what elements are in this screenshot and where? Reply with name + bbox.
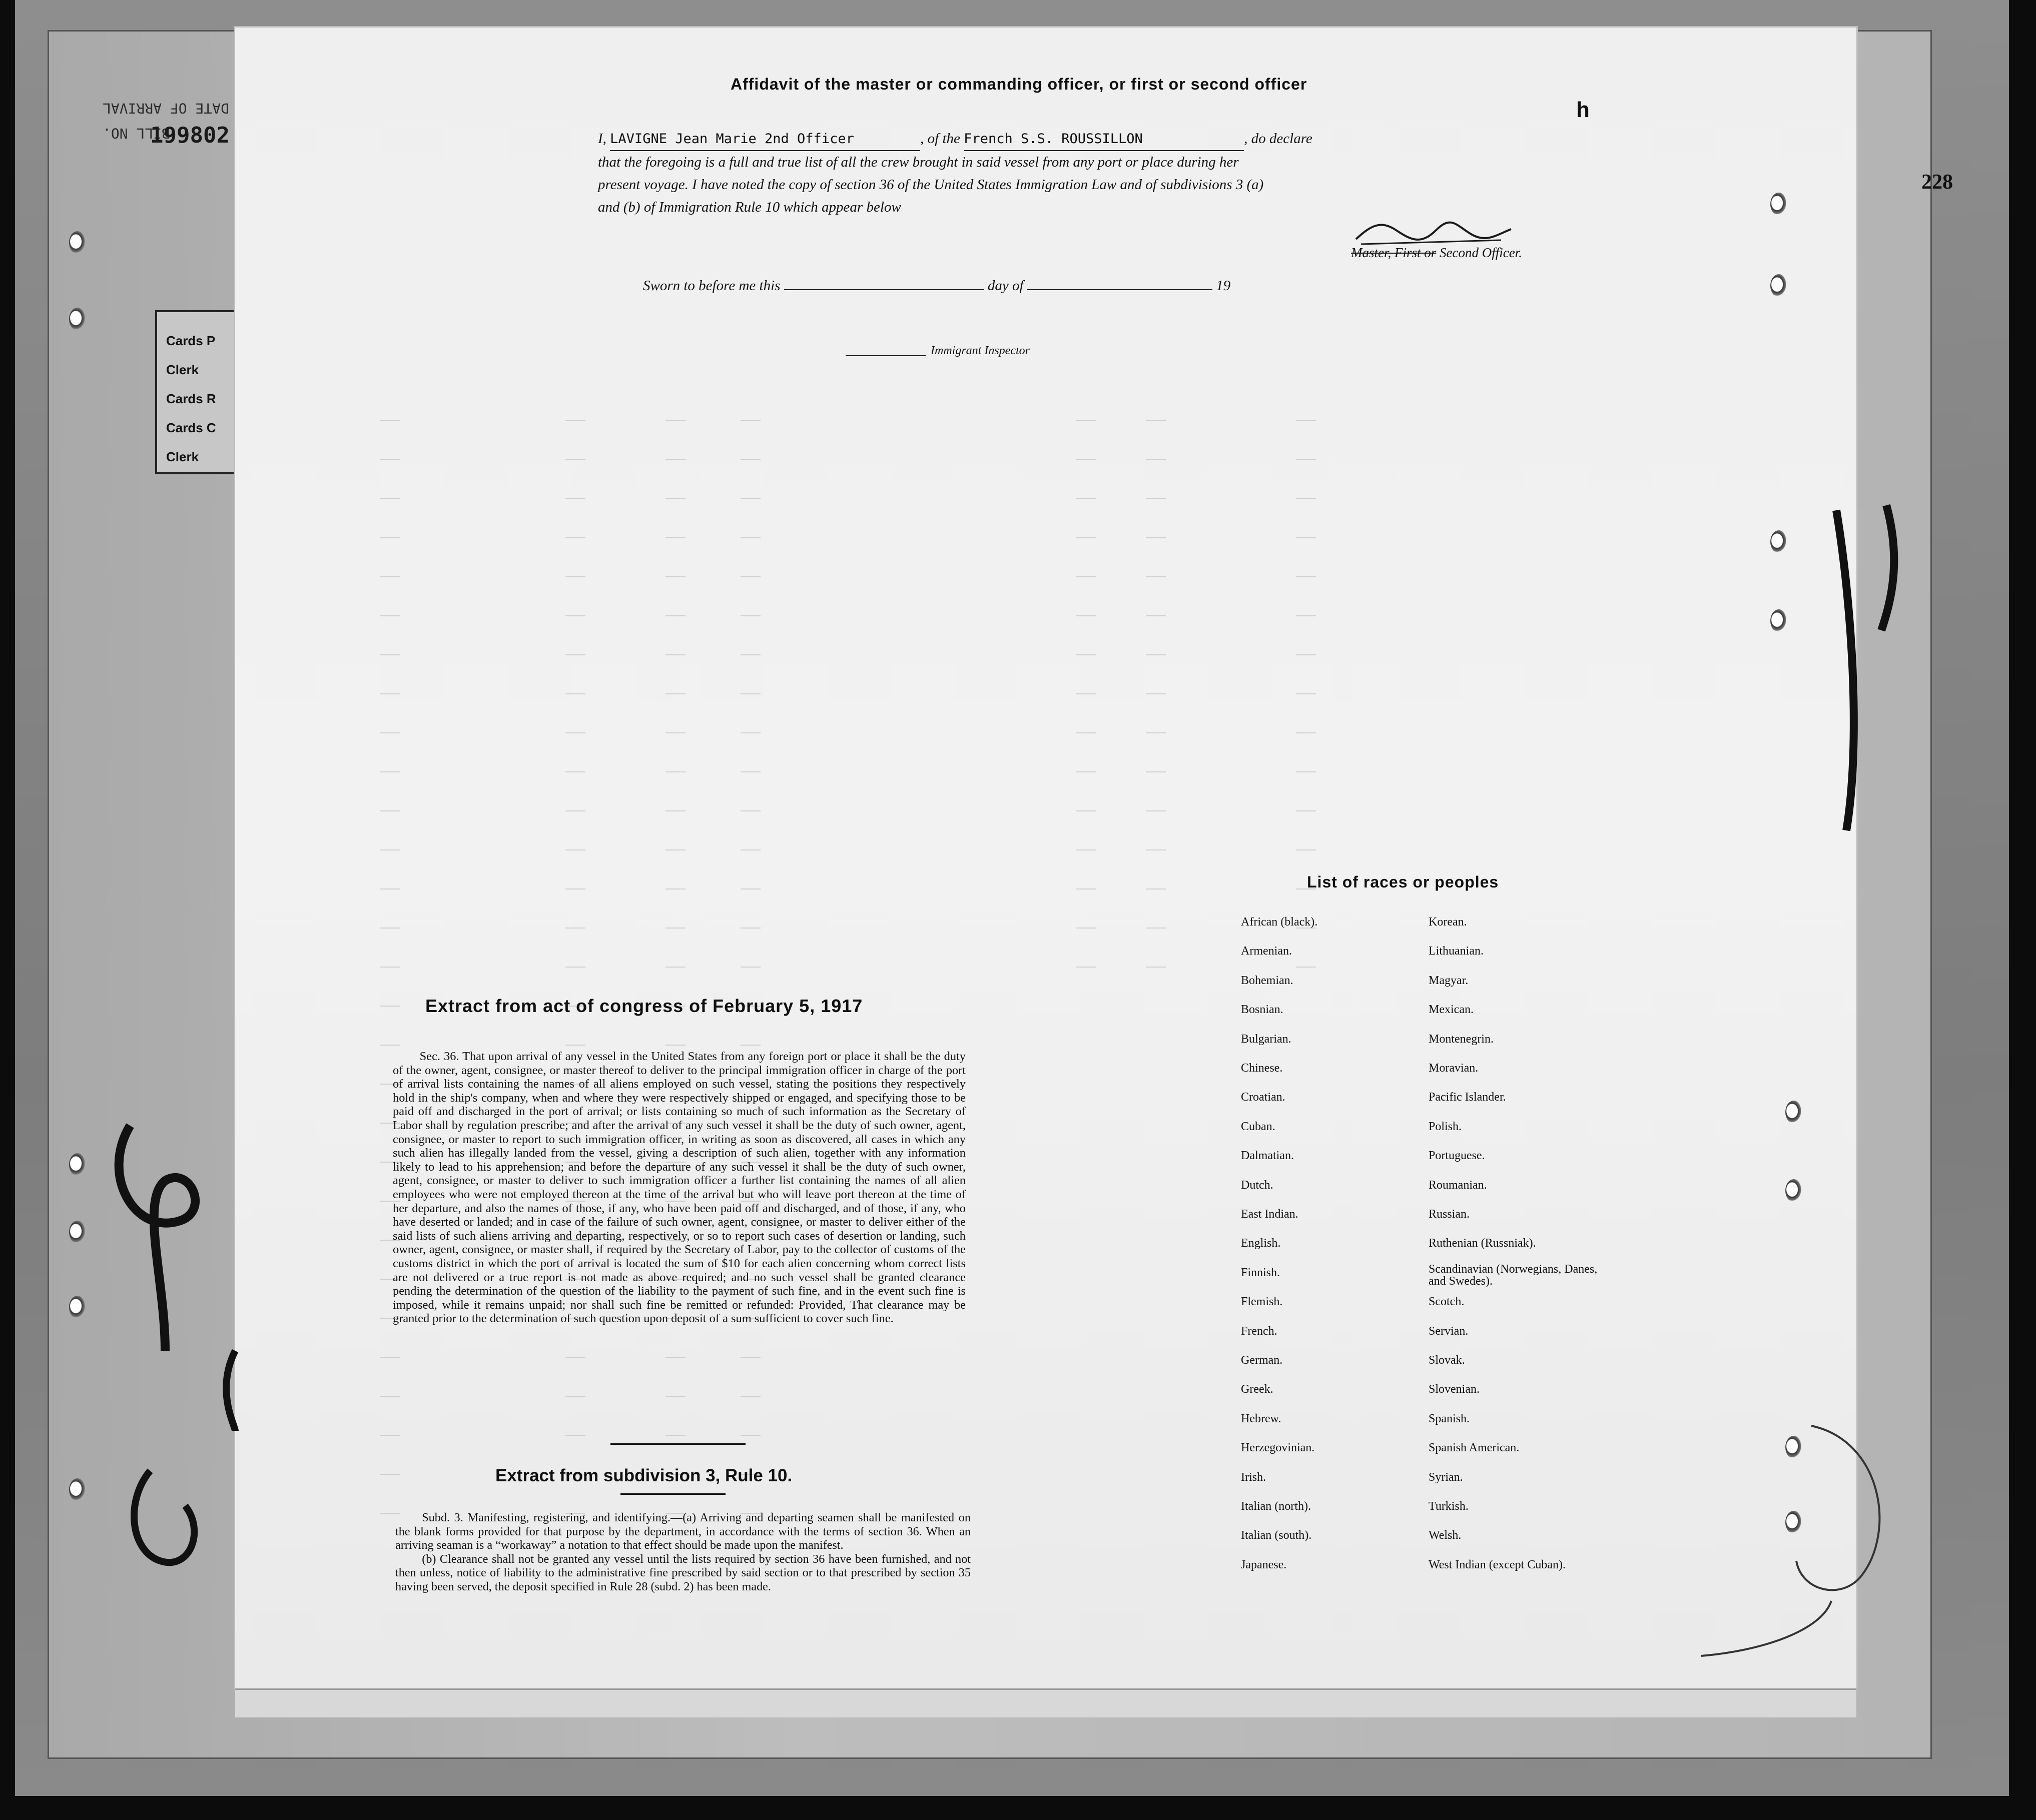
binder-hole [1770, 530, 1787, 553]
bleed-through-dash [665, 615, 686, 616]
race-item: Cuban. [1241, 1120, 1275, 1133]
bleed-through-dash [1296, 537, 1316, 538]
bleed-through-dash [1076, 928, 1096, 929]
binder-hole [1785, 1511, 1802, 1534]
bleed-through-dash [380, 967, 400, 968]
bleed-through-dash [1146, 576, 1166, 577]
bleed-through-dash [1076, 576, 1096, 577]
clerk-label: Clerk [166, 449, 199, 464]
bleed-through-dash [1146, 654, 1166, 655]
sworn-day-label: day of [987, 278, 1024, 294]
bleed-through-dash [1296, 771, 1316, 772]
races-title: List of races or peoples [1307, 873, 1499, 891]
bleed-through-dash [665, 928, 686, 929]
signature-role: Second Officer. [1440, 245, 1522, 260]
struck-caption: Master, First or [1351, 245, 1437, 260]
bleed-through-dash [1146, 537, 1166, 538]
race-item: Hebrew. [1241, 1412, 1281, 1425]
bleed-through-dash [741, 693, 761, 694]
signature-caption [1351, 245, 1522, 261]
bleed-through-dash [741, 967, 761, 968]
binder-hole [1770, 609, 1787, 632]
bleed-through-dash [665, 537, 686, 538]
race-item: East Indian. [1241, 1208, 1298, 1221]
divider [610, 1443, 746, 1445]
bleed-through-dash [1146, 888, 1166, 889]
bleed-through-dash [665, 1045, 686, 1046]
bleed-through-dash [380, 810, 400, 811]
bleed-through-dash [1076, 888, 1096, 889]
bleed-through-dash [380, 1357, 400, 1358]
bleed-through-dash [741, 1435, 761, 1436]
section-36-text: Sec. 36. That upon arrival of any vessel in the United States from any foreign port or place it shall be the duty of the owner, agent, consignee, or master thereof to deliver to the principal immigration officer in charge of the port of arrival lists containing the names of all aliens employed on such vessel, stating the positions they respectively hold in the ship's company, when and where they were respectively shipped or engaged, and specifying those to be paid off and discharged in the port of arrival; or lists containing so much of such information as the Secretary of Labor shall by regulation prescribe; and after the arrival of any such vessel it shall be the duty of such owner, agent, consignee, or master to report to such immigration officer, in writing as soon as discovered, all cases in which any such alien has illegally landed from the vessel, giving a description of such alien, together with any information likely to lead to his apprehension; and before the departure of any such vessel it shall be the duty of such owner, agent, consignee, or master to deliver to such immigration officer a further list containing the names of all alien employees who were not employed thereon at the time of the arrival but who will leave port thereon at the time of her departure, and also the names of those, if any, who have been paid off and discharged, and of those, if any, who have deserted or landed; and in case of the failure of such owner, agent, consignee, or master to deliver either of the said lists of such aliens arriving and departing, respectively, or so to report such cases of desertion or landing, such owner, agent, consignee, or master shall, if required by the Secretary of Labor, pay to the collector of customs of the customs district in which the port of arrival is located the sum of $10 for each alien concerning whom correct lists are not delivered or a true report is not made as above required; and no such vessel shall be granted clearance pending the determination of the question of the liability to the payment of such fine, and in the event such fine is imposed, while it remains unpaid; nor shall such fine be remitted or refunded: Provided, That clearance may be granted prior to the determination of such question upon deposit of a sum sufficient to cover such fine. [393, 1050, 966, 1326]
affidavit-line-4: and (b) of Immigration Rule 10 which appear below [598, 199, 901, 215]
bleed-through-dash [741, 888, 761, 889]
bleed-through-dash [565, 888, 585, 889]
bleed-through-dash [1296, 732, 1316, 733]
race-item: Bosnian. [1241, 1003, 1283, 1017]
race-item: Japanese. [1241, 1558, 1287, 1571]
bleed-through-dash [665, 849, 686, 850]
bleed-through-dash [1076, 967, 1096, 968]
sworn-month-field [1027, 289, 1212, 290]
race-item: German. [1241, 1354, 1283, 1367]
race-item: Russian. [1429, 1208, 1470, 1221]
race-item: Mexican. [1429, 1003, 1474, 1017]
bleed-through-dash [741, 771, 761, 772]
cards-label: Cards P [166, 333, 216, 348]
bleed-through-dash [665, 1435, 686, 1436]
subdivision-title: Extract from subdivision 3, Rule 10. [495, 1466, 793, 1485]
affidavit-line-1 [598, 128, 1599, 151]
subdivision-3-text [395, 1511, 971, 1593]
bleed-through-dash [380, 1396, 400, 1397]
bleed-through-dash [565, 654, 585, 655]
bleed-through-dash [741, 928, 761, 929]
bleed-through-dash [1296, 615, 1316, 616]
race-item: Herzegovinian. [1241, 1441, 1315, 1455]
bleed-through-dash [380, 732, 400, 733]
inspector-signature-line [846, 355, 926, 356]
binder-hole [1785, 1179, 1802, 1202]
bleed-through-dash [665, 1357, 686, 1358]
bleed-through-dash [741, 654, 761, 655]
race-item: West Indian (except Cuban). [1429, 1558, 1566, 1571]
race-item: French. [1241, 1324, 1277, 1338]
bleed-through-dash [1146, 810, 1166, 811]
bleed-through-dash [741, 459, 761, 460]
race-item: Flemish. [1241, 1295, 1283, 1309]
race-item: Ruthenian (Russniak). [1429, 1237, 1536, 1250]
bleed-through-dash [565, 420, 585, 421]
binder-hole [69, 1153, 86, 1176]
bleed-through-dash [741, 576, 761, 577]
bleed-through-dash [1296, 849, 1316, 850]
bleed-through-dash [1146, 771, 1166, 772]
bleed-through-dash [565, 576, 585, 577]
race-item: Servian. [1429, 1324, 1469, 1338]
race-item: Turkish. [1429, 1500, 1469, 1513]
bill-number: 199802 [150, 123, 230, 148]
bleed-through-dash [1076, 537, 1096, 538]
affidavit-of-the: , of the [920, 131, 960, 147]
bleed-through-dash [565, 693, 585, 694]
bleed-through-dash [741, 1045, 761, 1046]
race-item: Bohemian. [1241, 974, 1293, 987]
bleed-through-dash [741, 1357, 761, 1358]
bleed-through-dash [665, 967, 686, 968]
bleed-through-dash [1146, 693, 1166, 694]
race-item: Lithuanian. [1429, 945, 1484, 958]
bleed-through-dash [741, 537, 761, 538]
sworn-prefix: Sworn to before me this [643, 278, 781, 294]
bleed-through-dash [380, 576, 400, 577]
bleed-through-dash [1076, 498, 1096, 499]
race-item: Chinese. [1241, 1062, 1283, 1075]
bleed-through-dash [665, 420, 686, 421]
date-of-arrival-stamp: DATE OF ARRIVAL [103, 100, 229, 117]
bleed-through-dash [1076, 654, 1096, 655]
bleed-through-dash [665, 1396, 686, 1397]
bleed-through-dash [665, 654, 686, 655]
bleed-through-dash [380, 1474, 400, 1475]
race-item: Korean. [1429, 916, 1467, 929]
binder-hole [69, 308, 86, 331]
extract-title: Extract from act of congress of February 5, 1917 [425, 996, 863, 1016]
bleed-through-dash [741, 732, 761, 733]
race-item: Spanish. [1429, 1412, 1470, 1425]
race-item: English. [1241, 1237, 1281, 1250]
bleed-through-dash [380, 498, 400, 499]
subdivision-b: (b) Clearance shall not be granted any vessel until the lists required by section 36 have been furnished, and not then unless, notice of liability to the administrative fine prescribed by said section or to that prescribed by section 35 having been served, the deposit specified in Rule 28 (subd. 2) has been made. [395, 1552, 971, 1593]
binder-hole [1785, 1101, 1802, 1124]
race-item: Armenian. [1241, 945, 1292, 958]
bleed-through-dash [380, 1435, 400, 1436]
bleed-through-dash [1146, 967, 1166, 968]
officer-name-field: LAVIGNE Jean Marie 2nd Officer [610, 128, 920, 151]
bleed-through-dash [665, 459, 686, 460]
race-item: Magyar. [1429, 974, 1469, 987]
bleed-through-dash [565, 928, 585, 929]
bleed-through-dash [1076, 615, 1096, 616]
bleed-through-dash [1146, 459, 1166, 460]
cards-label: Cards R [166, 391, 216, 406]
bleed-through-dash [741, 1396, 761, 1397]
race-item: Scotch. [1429, 1295, 1465, 1309]
bleed-through-dash [565, 849, 585, 850]
bleed-through-dash [565, 498, 585, 499]
race-item: African (black). [1241, 916, 1318, 929]
race-item: Roumanian. [1429, 1178, 1487, 1192]
affidavit-line-2: that the foregoing is a full and true list of all the crew brought in said vessel from any port or place during her [598, 154, 1239, 170]
affidavit-title: Affidavit of the master or commanding officer, or first or second officer [731, 75, 1307, 93]
bleed-through-dash [565, 810, 585, 811]
cards-label: Cards C [166, 420, 216, 435]
bleed-through-dash [565, 1045, 585, 1046]
bill-no-stamp: BILL NO. [103, 125, 170, 142]
bleed-through-dash [1076, 732, 1096, 733]
race-item: Montenegrin. [1429, 1032, 1494, 1046]
bleed-through-dash [380, 1045, 400, 1046]
bleed-through-dash [1146, 615, 1166, 616]
bleed-through-dash [565, 1357, 585, 1358]
race-item: Italian (north). [1241, 1500, 1311, 1513]
race-item: Portuguese. [1429, 1149, 1485, 1163]
bleed-through-dash [1296, 576, 1316, 577]
bleed-through-dash [1076, 810, 1096, 811]
clerk-label: Clerk [166, 362, 199, 377]
bleed-through-dash [665, 576, 686, 577]
bleed-through-dash [665, 888, 686, 889]
bleed-through-dash [741, 498, 761, 499]
race-item: Scandinavian (Norwegians, Danes, and Swedes). [1429, 1262, 1598, 1288]
affidavit-page [235, 28, 1856, 1688]
bleed-through-dash [1296, 810, 1316, 811]
race-item: Dutch. [1241, 1178, 1273, 1192]
bleed-through-dash [565, 771, 585, 772]
bleed-through-dash [1076, 849, 1096, 850]
bleed-through-dash [565, 615, 585, 616]
bleed-through-dash [380, 420, 400, 421]
bleed-through-dash [741, 849, 761, 850]
affidavit-line-3: present voyage. I have noted the copy of section 36 of the United States Immigration Law and of subdivisions 3 (a) [598, 177, 1264, 193]
bleed-through-dash [741, 420, 761, 421]
bleed-through-dash [665, 732, 686, 733]
bleed-through-dash [1296, 693, 1316, 694]
race-item: Polish. [1429, 1120, 1462, 1133]
bleed-through-dash [565, 537, 585, 538]
sworn-statement [643, 278, 1230, 294]
bleed-through-dash [1146, 498, 1166, 499]
bleed-through-dash [1296, 420, 1316, 421]
page-number: 228 [1921, 171, 1953, 194]
bleed-through-dash [1296, 498, 1316, 499]
bleed-through-dash [1296, 654, 1316, 655]
handwritten-mark: h [1576, 98, 1590, 122]
bleed-through-dash [565, 967, 585, 968]
bleed-through-dash [741, 615, 761, 616]
race-item: Dalmatian. [1241, 1149, 1294, 1163]
bleed-through-dash [380, 771, 400, 772]
race-item: Irish. [1241, 1470, 1266, 1484]
divider [620, 1493, 726, 1495]
race-item: Finnish. [1241, 1266, 1280, 1279]
sworn-day-field [784, 289, 984, 290]
binder-hole [69, 231, 86, 254]
sworn-year: 19 [1216, 278, 1231, 294]
bleed-through-dash [380, 888, 400, 889]
bleed-through-dash [1296, 459, 1316, 460]
race-item: Syrian. [1429, 1470, 1463, 1484]
race-item: Welsh. [1429, 1529, 1462, 1542]
bleed-through-dash [665, 771, 686, 772]
race-item: Greek. [1241, 1383, 1273, 1396]
bleed-through-dash [565, 459, 585, 460]
race-item: Moravian. [1429, 1062, 1479, 1075]
bleed-through-dash [741, 810, 761, 811]
race-item: Slovak. [1429, 1354, 1465, 1367]
affidavit-declare: , do declare [1244, 131, 1312, 147]
bleed-through-dash [1146, 732, 1166, 733]
bleed-through-dash [380, 459, 400, 460]
bleed-through-dash [1076, 420, 1096, 421]
binder-hole [1785, 1436, 1802, 1459]
bleed-through-dash [380, 1006, 400, 1007]
bleed-through-dash [1146, 849, 1166, 850]
bleed-through-dash [1296, 967, 1316, 968]
bleed-through-dash [665, 693, 686, 694]
declarant-prefix: I, [598, 131, 606, 147]
binder-hole [1770, 193, 1787, 216]
cards-clerk-stamp [155, 310, 237, 474]
bleed-through-dash [1076, 771, 1096, 772]
bleed-through-dash [380, 654, 400, 655]
bleed-through-dash [1076, 693, 1096, 694]
page-bottom-edge [235, 1688, 1856, 1717]
bleed-through-dash [565, 732, 585, 733]
bleed-through-dash [380, 928, 400, 929]
bleed-through-dash [1076, 459, 1096, 460]
ship-name-field: French S.S. ROUSSILLON [964, 128, 1244, 151]
inspector-label: Immigrant Inspector [931, 344, 1030, 357]
bleed-through-dash [1146, 420, 1166, 421]
race-item: Italian (south). [1241, 1529, 1312, 1542]
bleed-through-dash [1146, 928, 1166, 929]
race-item: Slovenian. [1429, 1383, 1480, 1396]
race-item: Pacific Islander. [1429, 1091, 1506, 1104]
binder-hole [69, 1296, 86, 1319]
bleed-through-dash [380, 615, 400, 616]
binder-hole [69, 1478, 86, 1501]
binder-hole [69, 1221, 86, 1244]
affidavit-body [598, 128, 1599, 219]
subdivision-a: Subd. 3. Manifesting, registering, and identifying.—(a) Arriving and departing seamen shall be manifested on the blank forms provided for that purpose by the department, in accordance with the terms of section 36. When an arriving seaman is a “workaway” a notation to that effect should be made upon the manifest. [395, 1511, 971, 1552]
bleed-through-dash [565, 1396, 585, 1397]
race-item: Bulgarian. [1241, 1032, 1291, 1046]
race-item: Croatian. [1241, 1091, 1285, 1104]
race-item: Spanish American. [1429, 1441, 1520, 1455]
bleed-through-dash [565, 1435, 585, 1436]
bleed-through-dash [380, 849, 400, 850]
bleed-through-dash [665, 810, 686, 811]
binder-hole [1770, 274, 1787, 297]
bleed-through-dash [665, 498, 686, 499]
bleed-through-dash [380, 537, 400, 538]
bleed-through-dash [380, 693, 400, 694]
